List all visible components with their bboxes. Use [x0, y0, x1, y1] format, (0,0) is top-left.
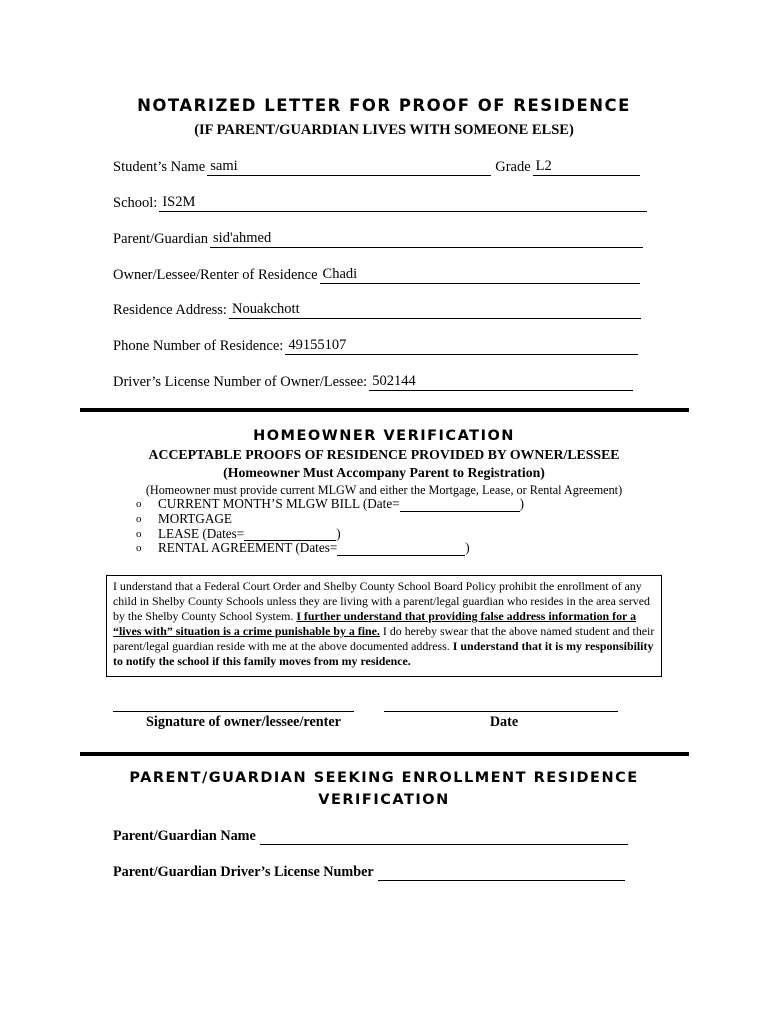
page-title: NOTARIZED LETTER FOR PROOF OF RESIDENCE: [137, 96, 631, 115]
parent-guardian-row: [113, 228, 643, 248]
owner-value: Chadi: [322, 266, 358, 282]
license-row: [113, 371, 633, 391]
statement-part4: I understand that it is my responsibility to notify the school if this family moves from my residence.: [113, 639, 654, 668]
school-row: [113, 192, 647, 212]
license-label: Driver’s License Number of Owner/Lessee:: [113, 374, 368, 390]
address-value: Nouakchott: [231, 301, 300, 317]
student-name-row: [113, 156, 640, 176]
parent-guardian-field[interactable]: [210, 230, 643, 248]
parent-name-row: [113, 827, 628, 845]
homeowner-line1: ACCEPTABLE PROOFS OF RESIDENCE PROVIDED BY OWNER/LESSEE: [148, 447, 620, 462]
address-label: Residence Address:: [113, 302, 227, 318]
school-field[interactable]: [159, 194, 647, 212]
section-divider-top: [80, 408, 689, 412]
parent-guardian-value: sid'ahmed: [213, 230, 272, 246]
parent-guardian-label: Parent/Guardian: [113, 231, 209, 247]
address-field[interactable]: [229, 301, 641, 319]
address-row: [113, 299, 641, 319]
option-mlgw-bill: [136, 497, 524, 512]
owner-signature-label: Signature of owner/lessee/renter: [146, 714, 341, 730]
signature-date-label: Date: [489, 714, 519, 730]
option-lease: [136, 527, 524, 542]
option-bullet: o: [136, 542, 142, 555]
license-field[interactable]: [369, 373, 633, 391]
homeowner-heading: HOMEOWNER VERIFICATION: [253, 428, 515, 444]
owner-field[interactable]: [320, 266, 640, 284]
option-label: RENTAL AGREEMENT (Dates=: [158, 540, 338, 556]
homeowner-line3: (Homeowner must provide current MLGW and either the Mortgage, Lease, or Rental Agreement): [145, 483, 623, 497]
student-name-value: sami: [210, 158, 238, 174]
option-rental-agreement: [136, 541, 524, 556]
parent-section-heading-line2: VERIFICATION: [318, 792, 450, 808]
parent-license-row: [113, 863, 625, 881]
option-bullet: o: [136, 512, 142, 525]
phone-label: Phone Number of Residence:: [113, 338, 284, 354]
affidavit-statement-box: [106, 575, 662, 677]
option-close: ): [336, 525, 341, 541]
option-label: CURRENT MONTH’S MLGW BILL (Date=: [158, 496, 400, 511]
rental-dates-field[interactable]: [337, 543, 465, 556]
option-label: LEASE (Dates=: [158, 525, 245, 541]
license-value: 502144: [372, 373, 416, 389]
statement-part1: I understand that a Federal Court Order and Shelby County School Board Policy prohibit the enrollment of any child in Shelby County Schools unless they are living with a parent/legal guardian who resides in the area served by the Shelby County School System.: [113, 579, 650, 623]
option-bullet: o: [136, 527, 142, 540]
student-name-field[interactable]: [207, 158, 491, 176]
statement-part2: I further understand that providing false address information for a “lives with” situation is a crime punishable by a fine.: [113, 609, 637, 638]
phone-row: [113, 335, 638, 355]
grade-value: L2: [535, 158, 552, 174]
option-bullet: o: [136, 498, 142, 510]
school-label: School:: [113, 195, 158, 211]
owner-label: Owner/Lessee/Renter of Residence: [113, 267, 318, 283]
option-close: ): [465, 540, 470, 556]
signature-date-line[interactable]: [384, 711, 618, 712]
option-mortgage: [136, 512, 524, 527]
parent-name-field[interactable]: [260, 827, 628, 845]
mlgw-date-field[interactable]: [400, 499, 520, 512]
student-name-label: Student’s Name: [113, 159, 206, 175]
page-subtitle: (IF PARENT/GUARDIAN LIVES WITH SOMEONE ELSE): [194, 122, 574, 138]
option-close: ): [519, 496, 525, 511]
owner-row: [113, 264, 640, 284]
parent-section-heading-line1: PARENT/GUARDIAN SEEKING ENROLLMENT RESIDENCE: [129, 770, 639, 786]
homeowner-line2: (Homeowner Must Accompany Parent to Registration): [223, 465, 545, 480]
section-divider-bottom: [80, 752, 689, 756]
grade-field[interactable]: [533, 158, 640, 176]
school-value: IS2M: [162, 194, 196, 210]
statement-part3: I do hereby swear that the above named student and their parent/legal guardian reside with me at the above documented address.: [113, 624, 655, 653]
proof-options-list: [136, 497, 524, 556]
option-label: MORTGAGE: [158, 510, 232, 526]
phone-field[interactable]: [285, 337, 638, 355]
grade-label: Grade: [495, 159, 531, 175]
owner-signature-line[interactable]: [113, 711, 354, 712]
parent-license-field[interactable]: [378, 863, 625, 881]
parent-license-label: Parent/Guardian Driver’s License Number: [113, 864, 374, 880]
parent-name-label: Parent/Guardian Name: [113, 828, 256, 844]
phone-value: 49155107: [288, 337, 347, 353]
